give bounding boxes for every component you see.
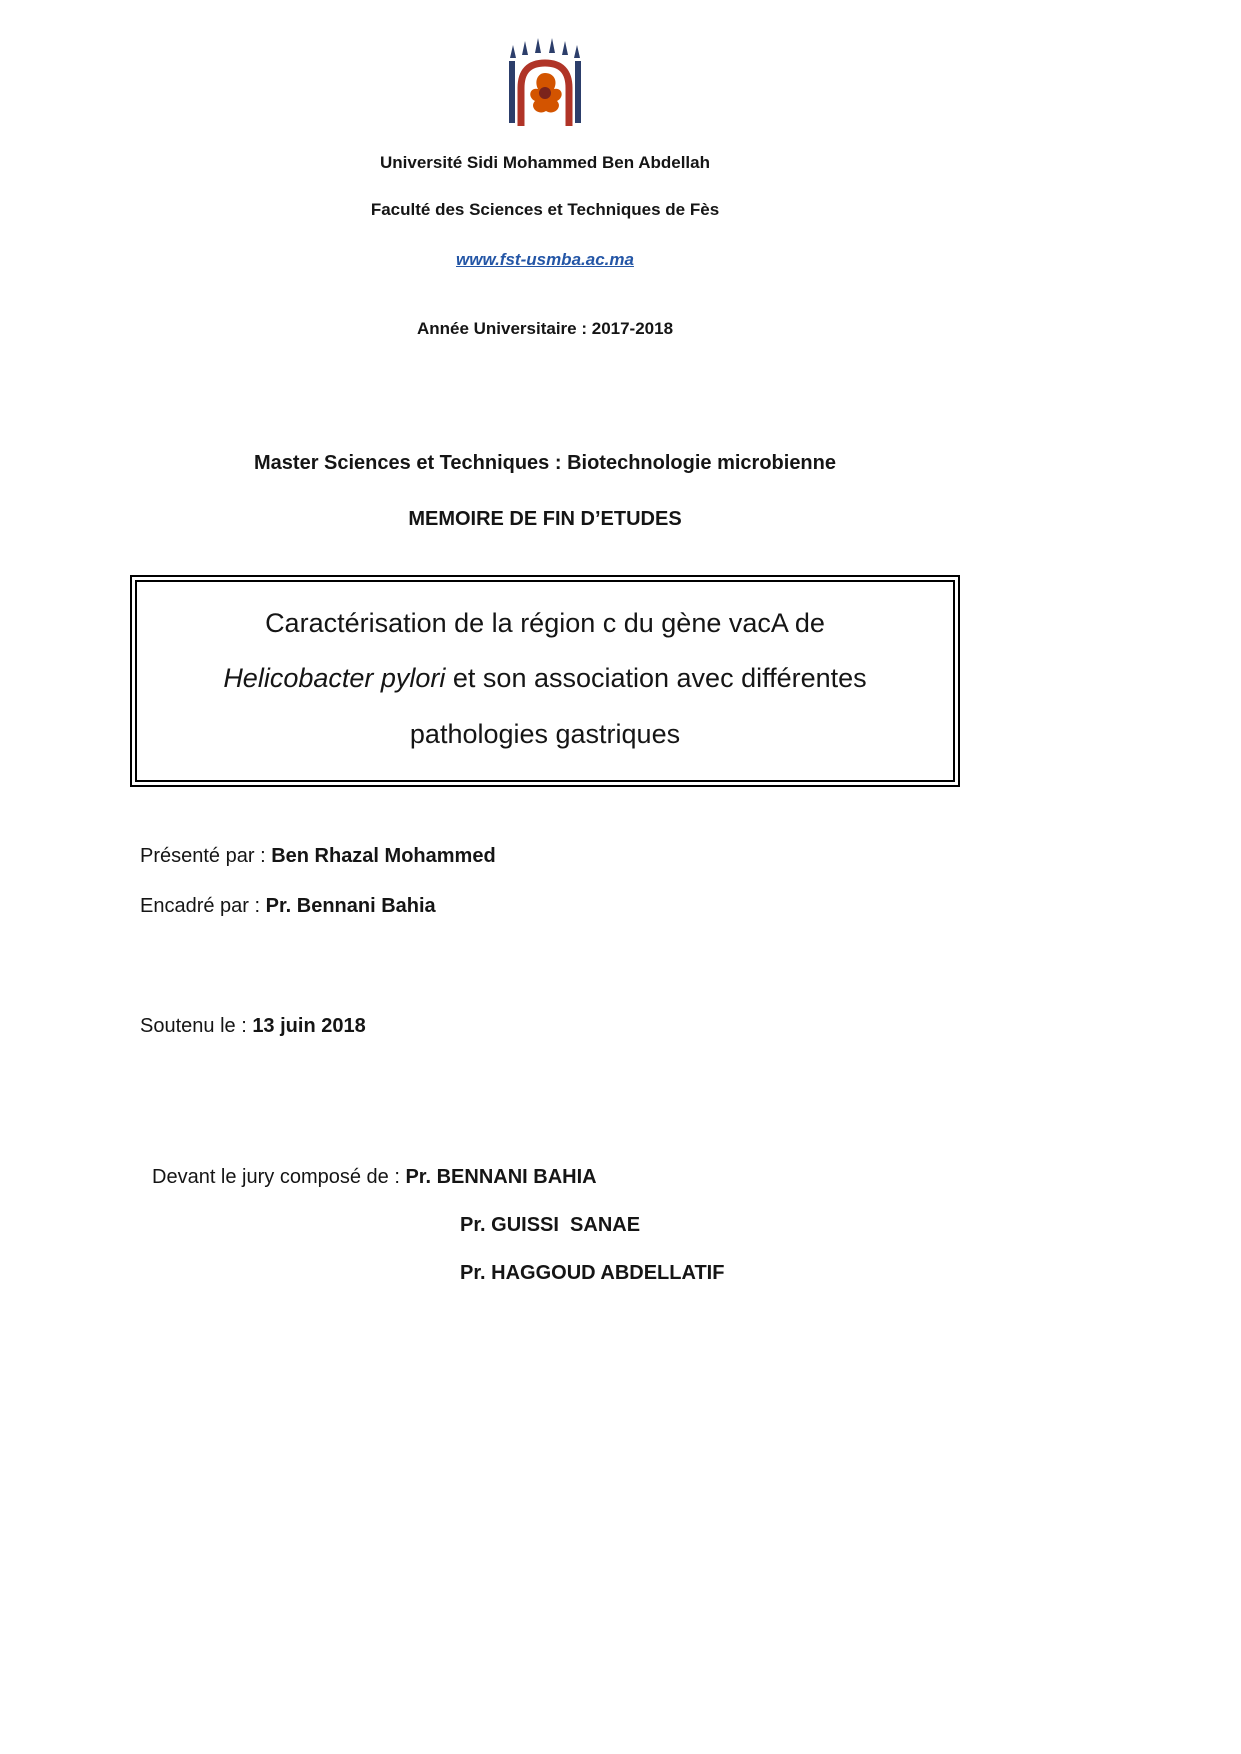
faculty-name: Faculté des Sciences et Techniques de Fès [370, 200, 720, 219]
thesis-title-line-2 [155, 651, 935, 706]
thesis-title-line-3: pathologies gastriques [409, 718, 681, 749]
page-content [130, 0, 960, 1285]
jury-line-1 [152, 1166, 960, 1189]
university-logo-icon [502, 36, 588, 133]
logo-container [130, 36, 960, 133]
website-line [130, 250, 960, 270]
master-program-title: Master Sciences et Techniques : Biotechnologie microbienne [254, 452, 836, 474]
memoir-heading: MEMOIRE DE FIN D’ETUDES [408, 508, 682, 530]
university-name: Université Sidi Mohammed Ben Abdellah [380, 153, 710, 172]
jury-line-3 [460, 1262, 960, 1285]
thesis-title-line-2-rest: et son association avec différentes [445, 663, 867, 694]
jury-member-3: Pr. HAGGOUD ABDELLATIF [460, 1262, 725, 1285]
defense-date: 13 juin 2018 [252, 1015, 366, 1038]
website-link[interactable]: www.fst-usmba.ac.ma [456, 250, 634, 269]
thesis-title-line-1: Caractérisation de la région c du gène vacA de [265, 608, 825, 638]
jury-line-2 [460, 1214, 960, 1237]
supervised-by-label: Encadré par : [140, 895, 266, 918]
defense-date-label: Soutenu le : [140, 1015, 253, 1038]
jury-member-1: Pr. BENNANI BAHIA [405, 1166, 597, 1189]
academic-year: Année Universitaire : 2017-2018 [416, 319, 674, 338]
jury-label: Devant le jury composé de : [152, 1166, 406, 1189]
jury-member-2: Pr. GUISSI SANAE [460, 1214, 641, 1237]
presented-by-label: Présenté par : [140, 845, 272, 868]
presented-by-name: Ben Rhazal Mohammed [271, 845, 496, 868]
presented-by-line [140, 845, 960, 868]
defense-date-line [140, 1015, 960, 1038]
supervisor-name: Pr. Bennani Bahia [265, 895, 436, 918]
thesis-title-box [130, 575, 960, 787]
supervised-by-line [140, 895, 960, 918]
thesis-title-species-italic: Helicobacter pylori [223, 663, 446, 694]
